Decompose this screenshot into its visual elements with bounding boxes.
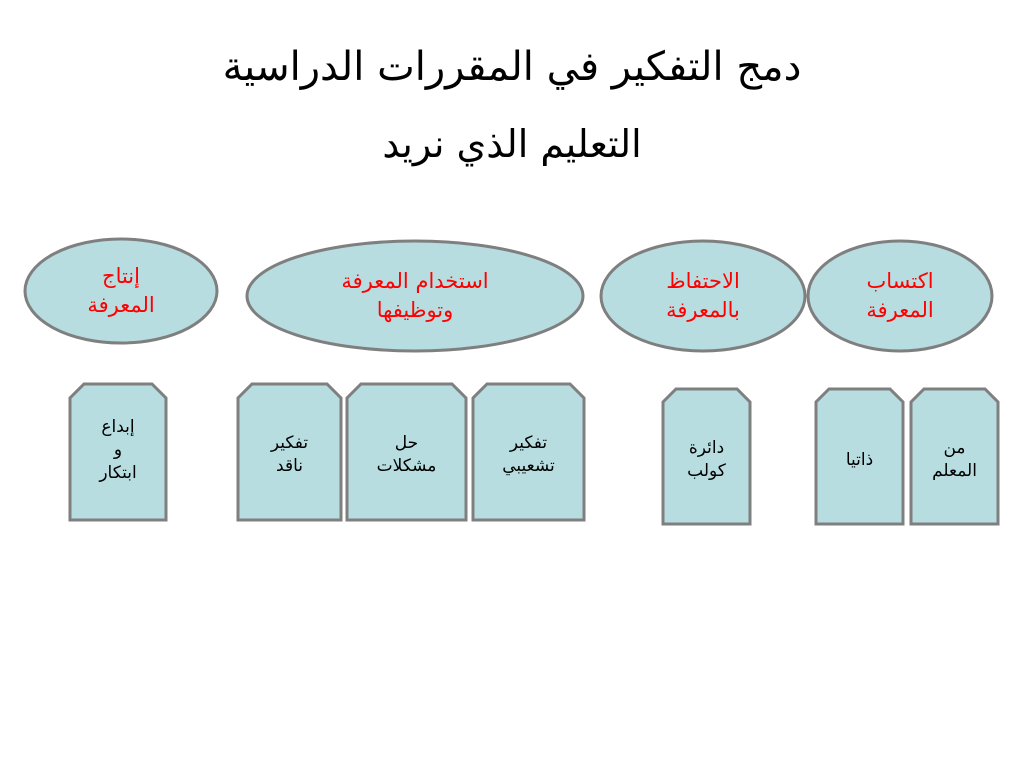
oval-application [247,241,583,351]
box-divergent-thinking [473,384,584,520]
box-label-problem-solving: حل مشكلات [376,433,437,476]
oval-label-application: استخدام المعرفة وتوظيفها [341,269,489,322]
oval-label-production: إنتاج المعرفة [87,264,155,317]
box-label-critical-thinking: تفكير ناقد [270,433,309,476]
oval-label-retention: الاحتفاظ بالمعرفة [666,269,740,322]
box-self [816,389,903,524]
slide-title: دمج التفكير في المقررات الدراسية [222,44,802,90]
oval-label-acquisition: اكتساب المعرفة [866,269,934,322]
box-label-self: ذاتيا [845,449,874,470]
box-label-divergent-thinking: تفكير تشعيبي [502,433,555,476]
box-creativity [70,384,166,520]
box-label-creativity: إبداع و ابتكار [99,416,137,483]
box-label-kolb-cycle: دائرة كولب [687,438,726,481]
slide-subtitle: التعليم الذي نريد [382,122,642,166]
box-critical-thinking [238,384,341,520]
box-kolb-cycle [663,389,750,524]
oval-retention [601,241,805,351]
oval-production [25,239,217,343]
box-label-from-teacher: من المعلم [932,438,977,481]
box-from-teacher [911,389,998,524]
box-problem-solving [347,384,466,520]
oval-acquisition [808,241,992,351]
